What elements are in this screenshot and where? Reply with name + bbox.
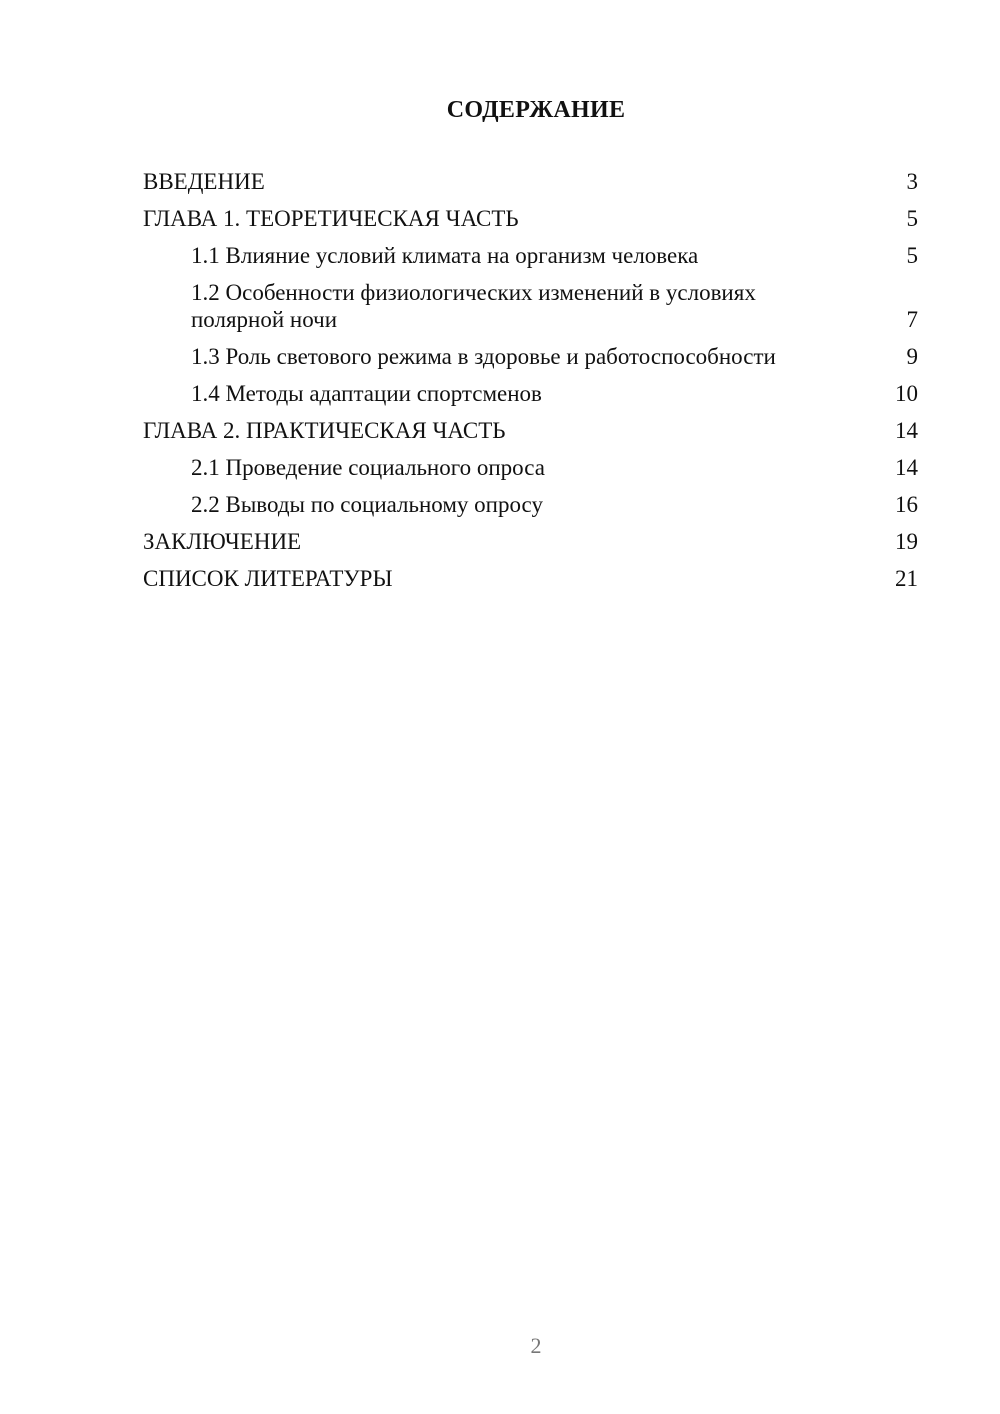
toc-entry-page: 14	[895, 418, 918, 443]
toc-entry-section-1-3[interactable]	[143, 343, 918, 370]
toc-entry-references[interactable]	[143, 565, 918, 592]
toc-entry-section-1-4[interactable]	[143, 380, 918, 407]
toc-entry-section-2-1[interactable]	[143, 454, 918, 481]
toc-entry-section-1-1[interactable]	[143, 242, 918, 269]
page-number: 2	[530, 1333, 542, 1358]
toc-entry-page: 16	[895, 492, 918, 517]
toc-entry-section-1-2[interactable]	[143, 279, 918, 333]
toc-entry-label: 2.2 Выводы по социальному опросу	[191, 492, 543, 517]
page-title: СОДЕРЖАНИЕ	[446, 97, 626, 123]
toc-entry-label: ГЛАВА 1. ТЕОРЕТИЧЕСКАЯ ЧАСТЬ	[143, 206, 519, 231]
toc-entry-label: ЗАКЛЮЧЕНИЕ	[143, 529, 302, 554]
toc-entry-label: ГЛАВА 2. ПРАКТИЧЕСКАЯ ЧАСТЬ	[143, 418, 506, 443]
toc-entry-page: 7	[906, 307, 918, 332]
toc-entry-page: 5	[906, 206, 918, 231]
toc-entry-chapter-1[interactable]	[143, 205, 918, 232]
toc-entry-section-2-2[interactable]	[143, 491, 918, 518]
toc-entry-label: 1.3 Роль светового режима в здоровье и работоспособности	[191, 344, 776, 369]
toc-entry-page: 10	[895, 381, 918, 406]
toc-entry-chapter-2[interactable]	[143, 417, 918, 444]
toc-entry-page: 19	[895, 529, 918, 554]
toc-entry-label: ВВЕДЕНИЕ	[143, 169, 265, 194]
toc-entry-introduction[interactable]	[143, 168, 918, 195]
toc-entry-label: СПИСОК ЛИТЕРАТУРЫ	[143, 566, 393, 591]
toc-entry-label: 1.1 Влияние условий климата на организм человека	[191, 243, 699, 268]
toc-entry-page: 5	[906, 243, 918, 268]
toc-entry-conclusion[interactable]	[143, 528, 918, 555]
table-of-contents	[143, 168, 918, 602]
toc-entry-page: 9	[906, 344, 918, 369]
toc-entry-page: 21	[895, 566, 918, 591]
toc-entry-label: 2.1 Проведение социального опроса	[191, 455, 545, 480]
toc-entry-page: 3	[906, 169, 918, 194]
toc-entry-page: 14	[895, 455, 918, 480]
toc-entry-label: 1.2 Особенности физиологических изменений в условиях полярной ночи	[191, 280, 756, 332]
toc-entry-label: 1.4 Методы адаптации спортсменов	[191, 381, 542, 406]
